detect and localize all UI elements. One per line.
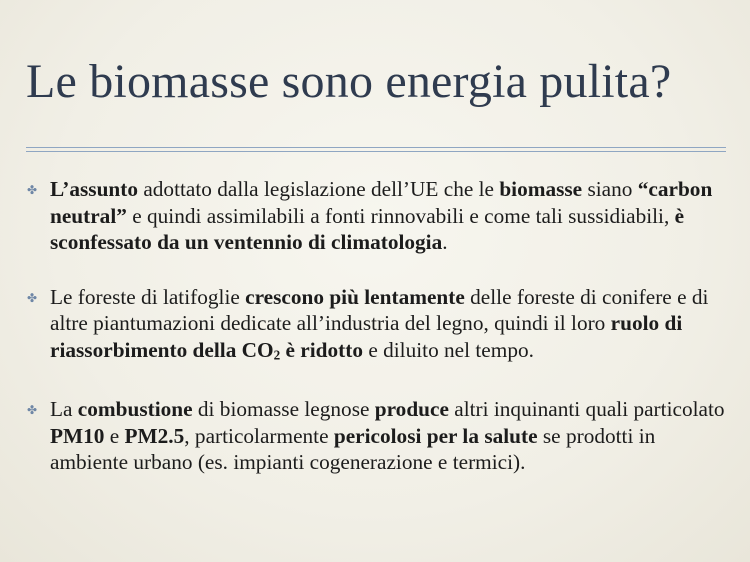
bullet-item-1 bbox=[26, 176, 726, 256]
text-segment: siano bbox=[582, 177, 638, 201]
bold-text-segment: è ridotto bbox=[280, 337, 363, 362]
bullet-icon: ✤ bbox=[27, 403, 38, 418]
slide-title: Le biomasse sono energia pulita? bbox=[26, 55, 672, 108]
text-segment: e bbox=[104, 423, 125, 448]
text-segment: adottato dalla legislazione dell’UE che le bbox=[138, 177, 500, 201]
bold-text-segment: combustione bbox=[77, 397, 193, 422]
text-segment: e quindi assimilabili a fonti rinnovabili e come tali sussidiabili, bbox=[126, 203, 675, 228]
title-divider-top bbox=[26, 147, 726, 148]
bold-text-segment: “carbon neutral” bbox=[50, 177, 713, 228]
text-segment: Le foreste di latifoglie bbox=[50, 284, 246, 309]
title-divider-bottom bbox=[26, 151, 726, 152]
text-segment: La bbox=[50, 397, 78, 422]
text-segment: e diluito nel tempo. bbox=[363, 337, 534, 362]
bullet-item-3 bbox=[26, 396, 726, 476]
bullet-text bbox=[50, 177, 712, 254]
bullet-item-2 bbox=[26, 284, 726, 369]
bold-text-segment: è sconfessato da un ventennio di climatologia bbox=[50, 203, 685, 254]
text-segment: se prodotti in ambiente urbano (es. impianti cogenerazione e termici). bbox=[50, 423, 656, 475]
bold-text-segment: pericolosi per la salute bbox=[333, 423, 538, 448]
text-segment: delle foreste di conifere e di altre piantumazioni dedicate all’industria del legno, quindi il loro bbox=[50, 284, 709, 335]
bold-text-segment: PM2.5 bbox=[124, 423, 185, 448]
bullet-text bbox=[50, 285, 708, 362]
bold-text-segment: biomasse bbox=[499, 177, 583, 201]
bullet-list bbox=[26, 176, 726, 504]
text-segment: altri inquinanti quali particolato bbox=[448, 397, 725, 422]
bold-text-segment: 2 bbox=[273, 346, 281, 362]
bold-text-segment: produce bbox=[374, 397, 449, 422]
bullet-icon: ✤ bbox=[27, 183, 38, 197]
bold-text-segment: crescono più lentamente bbox=[245, 284, 465, 309]
bold-text-segment: L’assunto bbox=[50, 177, 138, 201]
text-segment: di biomasse legnose bbox=[192, 397, 375, 422]
bullet-text bbox=[50, 397, 725, 474]
text-segment: , particolarmente bbox=[184, 423, 334, 448]
text-segment: . bbox=[442, 230, 448, 254]
bold-text-segment: ruolo di riassorbimento della CO bbox=[50, 311, 683, 362]
bullet-icon: ✤ bbox=[27, 290, 38, 305]
bold-text-segment: PM10 bbox=[50, 423, 105, 448]
